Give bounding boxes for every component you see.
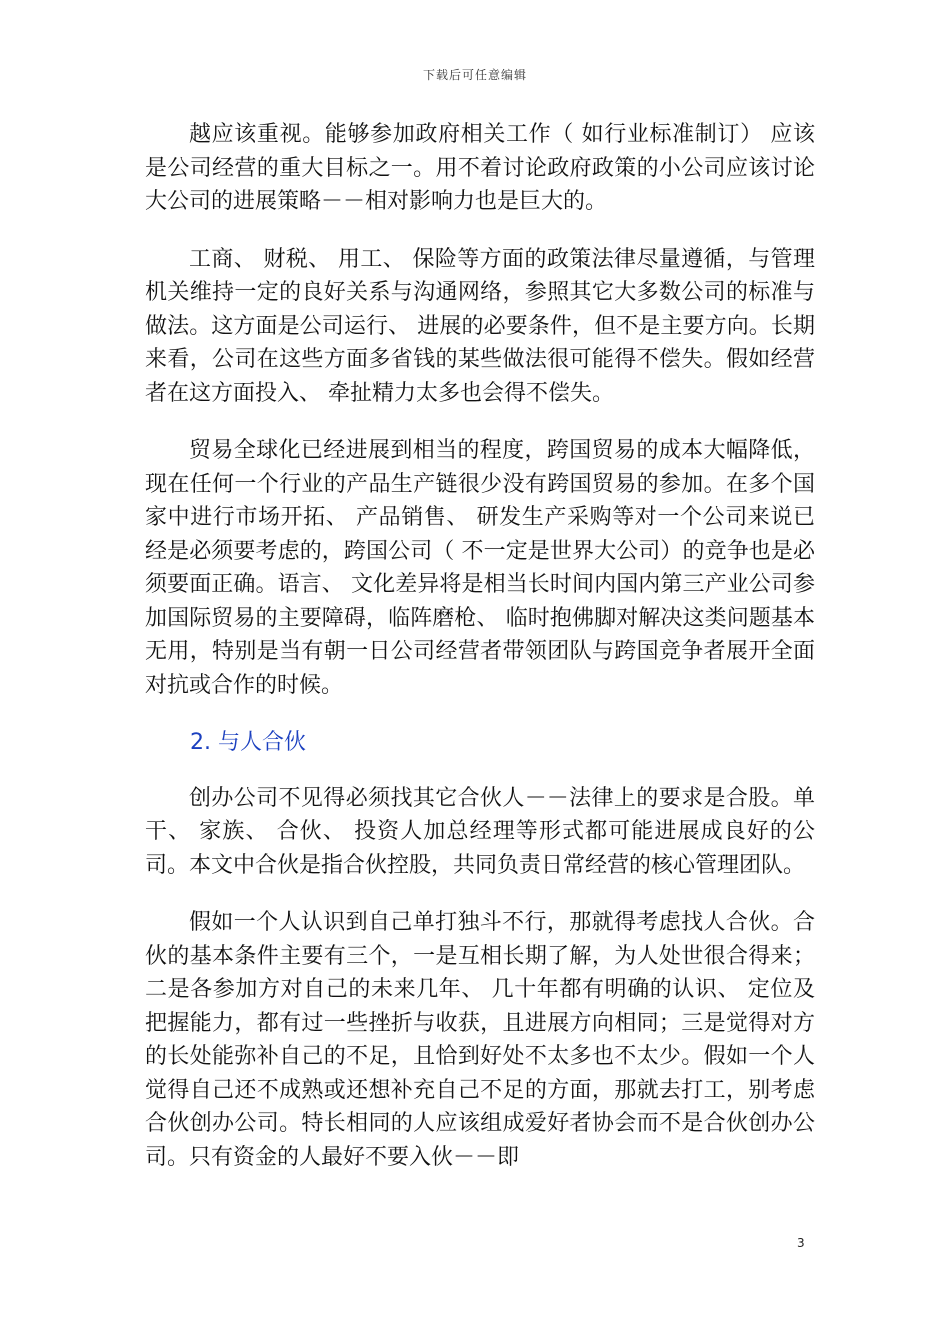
page-number: 3 xyxy=(797,1236,805,1250)
paragraph-globalization: 贸易全球化已经进展到相当的程度，跨国贸易的成本大幅降低，现在任何一个行业的产品生产链很少没有跨国贸易的参加。在多个国家中进行市场开拓、 产品销售、 研发生产采购等对一个公司来说已经是必须要考虑的，跨国公司（ 不一定是世界大公司）的竞争也是必须要面正确。语言、 文化差异将是相当长时间内国内第三产业公司参加国际贸易的主要障碍，临阵磨枪、 临时抱佛脚对解决这类问题基本无用，特别是当有朝一日公司经营者带领团队与跨国竞争者展开全面对抗或合作的时候。 xyxy=(145,438,815,698)
paragraph-regulatory-compliance: 工商、 财税、 用工、 保险等方面的政策法律尽量遵循，与管理机关维持一定的良好关系与沟通网络，参照其它大多数公司的标准与做法。这方面是公司运行、 进展的必要条件，但不是主要方向。长期来看，公司在这些方面多省钱的某些做法很可能得不偿失。假如经营者在这方面投入、 牵扯精力太多也会得不偿失。 xyxy=(145,246,815,406)
section-heading: 2. 与人合伙 xyxy=(190,730,306,755)
paragraph-partnership-conditions: 假如一个人认识到自己单打独斗不行，那就得考虑找人合伙。合伙的基本条件主要有三个，一是互相长期了解，为人处世很合得来；二是各参加方对自己的未来几年、 几十年都有明确的认识、 定位及把握能力，都有过一些挫折与收获，且进展方向相同；三是觉得对方的长处能弥补自己的不足，且恰到好处不太多也不太少。假如一个人觉得自己还不成熟或还想补充自己不足的方面，那就去打工，别考虑合伙创办公司。特长相同的人应该组成爱好者协会而不是合伙创办公司。只有资金的人最好不要入伙－－即 xyxy=(145,910,815,1170)
paragraph-partnership-forms: 创办公司不见得必须找其它合伙人－－法律上的要求是合股。单干、 家族、 合伙、 投资人加总经理等形式都可能进展成良好的公司。本文中合伙是指合伙控股，共同负责日常经营的核心管理团队。 xyxy=(145,785,815,878)
paragraph-government-relations: 越应该重视。能够参加政府相关工作（ 如行业标准制订） 应该是公司经营的重大目标之一。用不着讨论政府政策的小公司应该讨论大公司的进展策略－－相对影响力也是巨大的。 xyxy=(145,122,815,214)
document-body xyxy=(145,118,815,1198)
page-header: 下载后可任意编辑 xyxy=(422,68,527,82)
